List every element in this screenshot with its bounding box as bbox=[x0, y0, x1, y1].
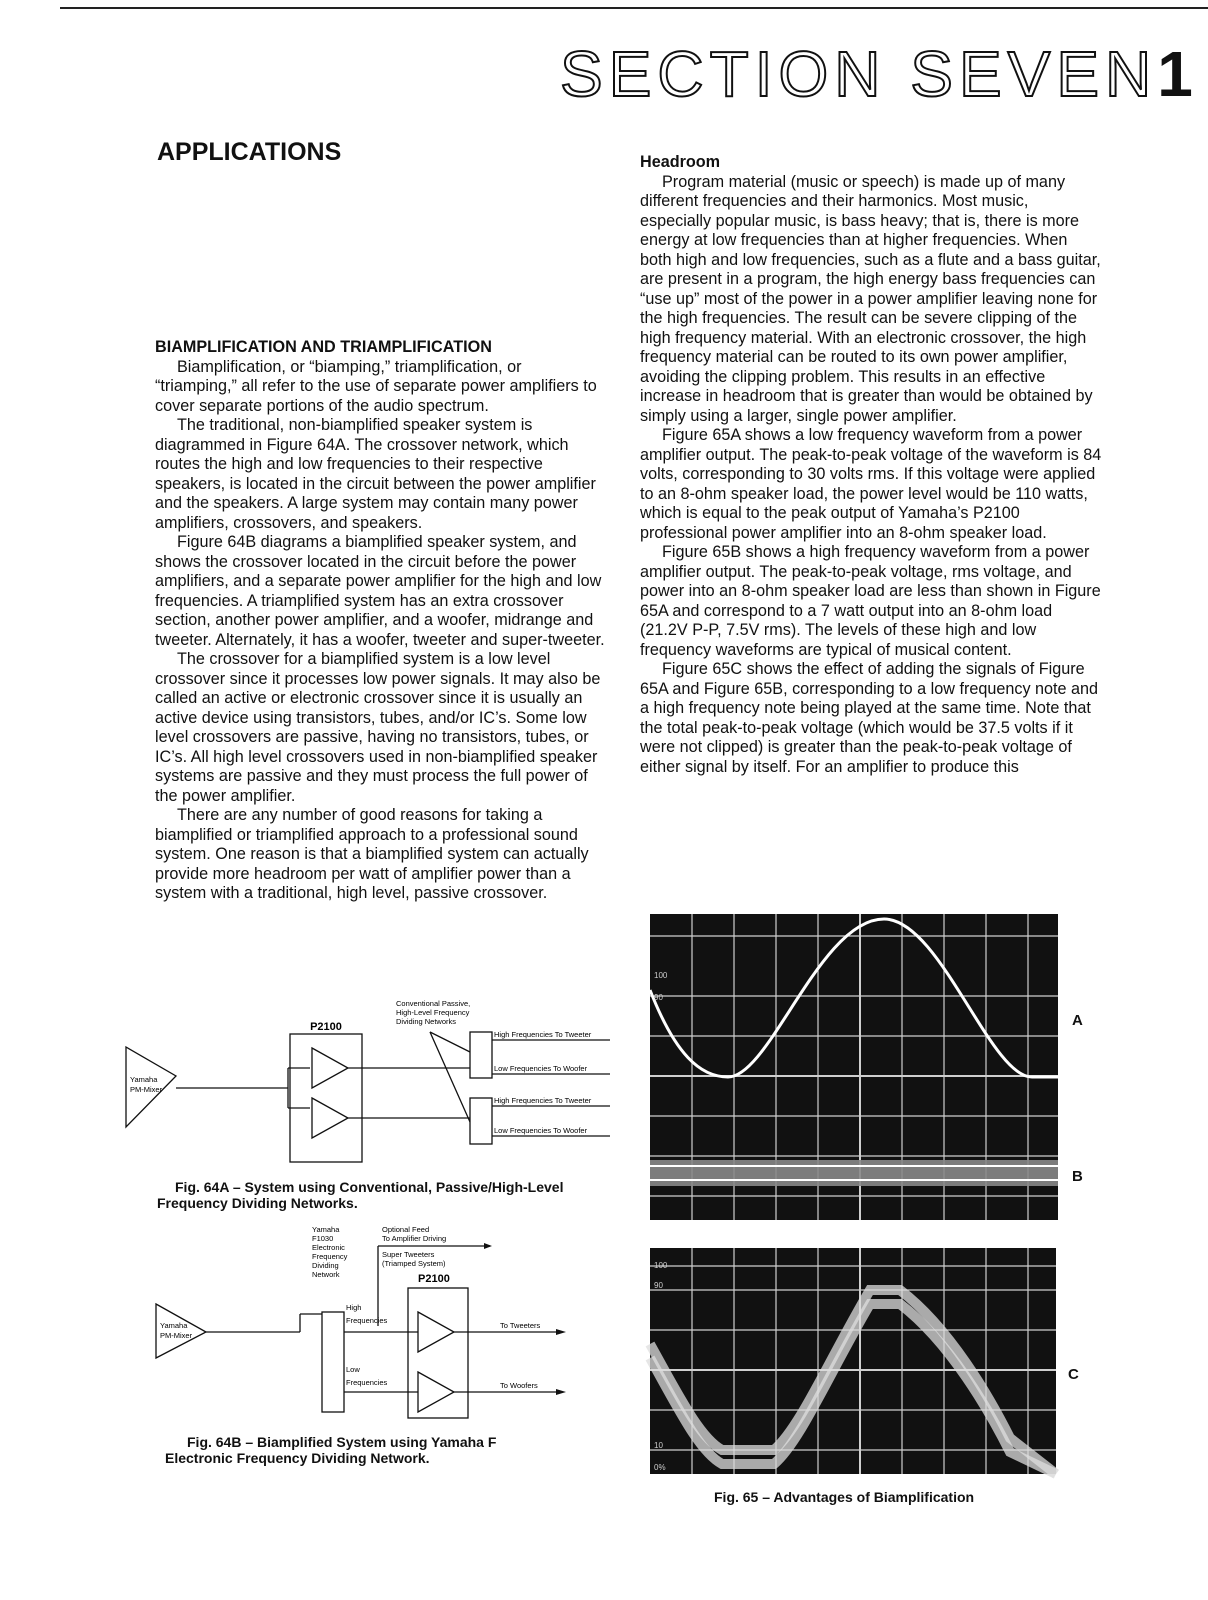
band-label: Frequencies bbox=[346, 1378, 388, 1387]
output-label: Low Frequencies To Woofer bbox=[494, 1126, 588, 1135]
paragraph: There are any number of good reasons for taking a biamplified or triamplified approach to a professional sound system. One reason is that a biamplified system can actually provide more headroom per watt of amplifier power than a system with a traditional, high level, passive crossover. bbox=[155, 806, 589, 902]
scale-label: 10 bbox=[654, 1441, 663, 1450]
mixer-label: Yamaha bbox=[160, 1321, 188, 1330]
output-label: Low Frequencies To Woofer bbox=[494, 1064, 588, 1073]
xover-label: Yamaha bbox=[312, 1225, 340, 1234]
output-label: To Tweeters bbox=[500, 1321, 541, 1330]
oscilloscope-panel-c bbox=[650, 1248, 1056, 1474]
scale-label: 90 bbox=[654, 1281, 663, 1290]
fig-65-caption: Fig. 65 – Advantages of Biamplification bbox=[714, 1489, 975, 1505]
waveform-ab bbox=[650, 914, 1058, 1220]
paragraph: Biamplification, or “biamping,” triamplification, or “triamping,” all refer to the use of separate power amplifiers to cover separate portions of the audio spectrum. bbox=[155, 357, 597, 415]
section-header bbox=[560, 38, 1193, 110]
paragraph: Program material (music or speech) is made up of many different frequencies and their harmonics. Most music, especially popular music, is bass heavy; that is, there is more energy at low frequencies than at higher frequencies. When both high and low frequencies, such as a flute and a bass guitar, are present in a program, the high energy bass frequencies can “use up” most of the power in a power amplifier leaving none for the high frequencies. The result can be severe clipping of the high frequency material. With an electronic crossover, the high frequency material can be routed to its own power amplifier, avoiding the clipping problem. This results in an effective increase in headroom that is greater than would be obtained by simply using a larger, single power amplifier. bbox=[640, 172, 1101, 425]
network-label: Dividing Networks bbox=[396, 1017, 457, 1026]
band-label: High bbox=[346, 1303, 362, 1312]
paragraph: Figure 64B diagrams a biamplified speaker system, and shows the crossover located in the circuit before the power amplifiers, and a separate power amplifier for the high and low frequencies. A triamplified system has an extra crossover section, another power amplifier, and a woofer, midrange and tweeter. Alternately, it has a woofer, tweeter and super-tweeter. bbox=[155, 533, 605, 649]
page-title: APPLICATIONS bbox=[157, 138, 342, 166]
xover-label: F1030 bbox=[312, 1234, 334, 1243]
oscilloscope-panel-ab bbox=[650, 914, 1058, 1220]
trace-label-a: A bbox=[1072, 1012, 1083, 1029]
section-number: 1 bbox=[1157, 38, 1193, 110]
scale-label: 100 bbox=[654, 1261, 668, 1270]
paragraph: The traditional, non-biamplified speaker system is diagrammed in Figure 64A. The crossover network, which routes the high and low frequencies to their respective speakers, is located in the circuit between the power amplifier and the speakers. A large system may contain many power amplifiers, crossovers, and speakers. bbox=[155, 416, 596, 532]
trace-label-c: C bbox=[1068, 1366, 1079, 1383]
section-heading: Headroom bbox=[640, 153, 721, 171]
band-label: Low bbox=[346, 1365, 360, 1374]
right-column bbox=[640, 153, 1102, 777]
feed-label: Optional Feed bbox=[382, 1225, 430, 1234]
mixer-label: PM-Mixer bbox=[160, 1331, 193, 1340]
output-label: To Woofers bbox=[500, 1381, 538, 1390]
xover-label: Dividing bbox=[312, 1261, 339, 1270]
trace-label-b: B bbox=[1072, 1168, 1083, 1185]
section-word: SECTION SEVEN bbox=[560, 38, 1158, 110]
xover-label: Electronic bbox=[312, 1243, 345, 1252]
paragraph: Figure 65A shows a low frequency waveform from a power amplifier output. The peak-to-peak voltage of the waveform is 84 volts, corresponding to 30 volts rms. If this voltage were applied to an 8-ohm speaker load, the power level would be 110 watts, which is equal to the peak output of Yamaha’s P2100 professional power amplifier into an 8-ohm speaker load. bbox=[640, 426, 1102, 542]
xover-label: Network bbox=[312, 1270, 340, 1279]
super-tweeter-label: Super Tweeters bbox=[382, 1250, 435, 1259]
output-label: High Frequencies To Tweeter bbox=[494, 1030, 592, 1039]
network-label: High-Level Frequency bbox=[396, 1008, 470, 1017]
fig-64b-caption bbox=[165, 1434, 496, 1466]
section-heading: BIAMPLIFICATION AND TRIAMPLIFICATION bbox=[155, 338, 492, 356]
feed-label: To Amplifier Driving bbox=[382, 1234, 447, 1243]
paragraph: Figure 65B shows a high frequency waveform from a power amplifier output. The peak-to-peak voltage, rms voltage, and power into an 8-ohm speaker load are less than shown in Figure 65A and correspond to a 7 watt output into an 8-ohm load (21.2V P-P, 7.5V rms). The levels of these high and low frequency waveforms are typical of musical content. bbox=[640, 543, 1101, 659]
scale-label: 90 bbox=[654, 993, 663, 1002]
network-label: Conventional Passive, bbox=[396, 999, 471, 1008]
caption-line: Frequency Dividing Networks. bbox=[157, 1195, 358, 1211]
fig-64a-diagram bbox=[120, 999, 630, 1172]
fig-64b-diagram bbox=[150, 1226, 590, 1426]
caption-line: Electronic Frequency Dividing Network. bbox=[165, 1450, 430, 1466]
top-rule bbox=[60, 7, 1208, 9]
left-column bbox=[155, 338, 607, 904]
paragraph: Figure 65C shows the effect of adding the signals of Figure 65A and Figure 65B, corresponding to a low frequency note and a high frequency note being played at the same time. Note that the total peak-to-peak voltage (which would be 37.5 volts if it were not clipped) is greater than the peak-to-peak voltage of either signal by itself. For an amplifier to produce this bbox=[640, 660, 1099, 776]
mixer-label: Yamaha bbox=[130, 1075, 158, 1084]
super-tweeter-label: (Triamped System) bbox=[382, 1259, 446, 1268]
paragraph: The crossover for a biamplified system is a low level crossover since it processes low power signals. It may also be called an active or electronic crossover since it is usually an active device using transistors, tubes, and/or IC’s. Some low level crossovers are passive, having no transistors, tubes, or IC’s. All high level crossovers used in non-biamplified speaker systems are passive and they must process the full power of the power amplifier. bbox=[155, 650, 601, 805]
xover-label: Frequency bbox=[312, 1252, 348, 1261]
fig-64a-caption bbox=[157, 1179, 563, 1211]
amp-label: P2100 bbox=[418, 1273, 450, 1285]
band-label: Frequencies bbox=[346, 1316, 388, 1325]
scale-label: 100 bbox=[654, 971, 668, 980]
mixer-label: PM-Mixer bbox=[130, 1085, 163, 1094]
output-label: High Frequencies To Tweeter bbox=[494, 1096, 592, 1105]
amp-label: P2100 bbox=[310, 1021, 342, 1033]
scale-label: 0% bbox=[654, 1463, 666, 1472]
caption-line: Fig. 64B – Biamplified System using Yamaha F bbox=[187, 1434, 497, 1450]
waveform-c bbox=[650, 1248, 1056, 1474]
caption-line: Fig. 64A – System using Conventional, Passive/High-Level bbox=[175, 1179, 564, 1195]
